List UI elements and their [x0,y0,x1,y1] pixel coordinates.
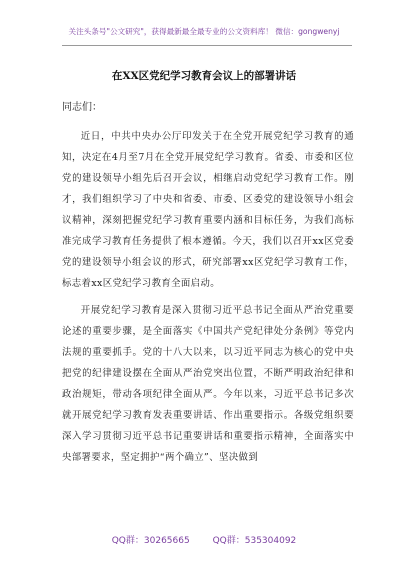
header-divider [62,45,352,46]
body-paragraph-2: 开展党纪学习教育是深入贯彻习近平总书记全面从严治党重要论述的重要步骤，是全面落实《中国共产党纪律处分条例》等党内法规的重要抓手。党的十八大以来，以习近平同志为核心的党中央把党的纪律建设摆在全面从严治党突出位置，不断严明政治纪律和政治规矩，带动各项纪律全面从严。今年以来，习近平总书记多次就开展党纪学习教育发表重要讲话、作出重要指示。各级党组织要深入学习贯彻习近平总书记重要讲话和重要指示精神，全面落实中央部署要求，坚定拥护“两个确立”、坚决做到 [62,305,354,463]
salutation: 同志们： [62,102,102,113]
footer-qq-group-1: QQ群：30265665 [111,536,190,546]
document-title: 在XX区党纪学习教育会议上的部署讲话 [111,70,297,82]
header-banner: 关注头条号"公文研究"，获得最新最全最专业的公文资料库！ 微信：gongwenyj [68,27,340,36]
footer-qq-group-2: QQ群：535304092 [212,536,297,546]
footer-contact [0,535,408,547]
body-paragraph-1: 近日，中共中央办公厅印发关于在全党开展党纪学习教育的通知，决定在4月至7月在全党开展党纪学习教育。省委、市委和区位党的建设领导小组先后召开会议，相继启动党纪学习教育工作。刚才，我们组织学习了中央和省委、市委、区委党的建设领导小组会议精神，深刻把握党纪学习教育重要内涵和目标任务，为我们高标准完成学习教育任务提供了根本遵循。今天，我们以召开xx区党委党的建设领导小组会议的形式，研究部署xx区党纪学习教育工作，标志着xx区党纪学习教育全面启动。 [62,131,354,289]
